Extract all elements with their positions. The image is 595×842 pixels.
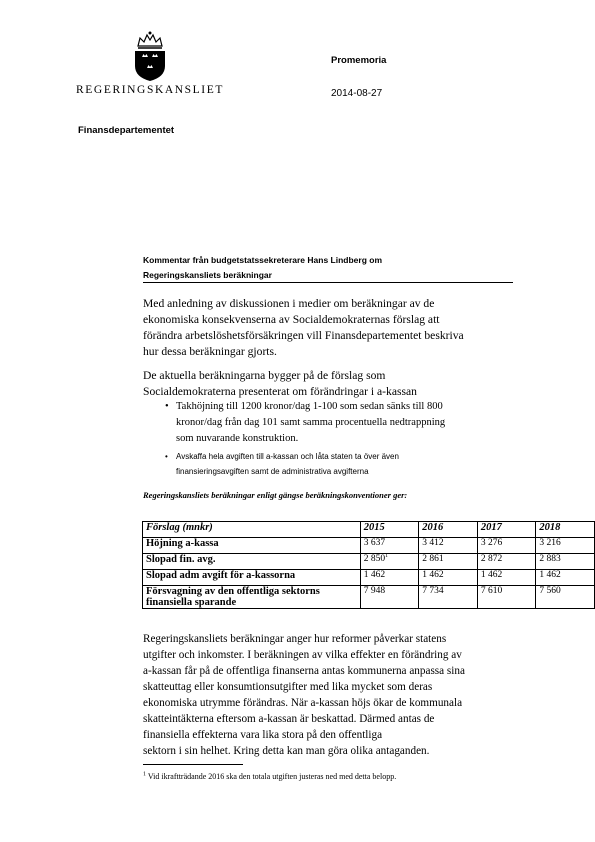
table-row (143, 586, 595, 609)
calculation-table (142, 521, 595, 609)
table-header-cell: 2015 (360, 522, 419, 538)
footnote (143, 772, 396, 781)
table-row (143, 570, 595, 586)
table-header-cell: 2017 (477, 522, 536, 538)
text-line: a-kassan får på de offentliga finanserna antas kommunerna anpassa sina (143, 665, 465, 677)
text-line: utgifter och inkomster. I beräkningen av vilka effekter en förändring av (143, 649, 462, 661)
text-line: hur dessa beräkningar gjorts. (143, 345, 277, 358)
table-cell: 7 560 (536, 586, 595, 609)
text-line: De aktuella beräkningarna bygger på de förslag som (143, 369, 386, 382)
table-cell: 2 883 (536, 554, 595, 570)
table-header-cell: Förslag (mnkr) (143, 522, 361, 538)
bullet-item (143, 399, 523, 447)
row-label: Höjning a-kassa (143, 538, 361, 554)
table-cell: 1 462 (419, 570, 478, 586)
table-cell: 3 216 (536, 538, 595, 554)
row-label: Slopad fin. avg. (143, 554, 361, 570)
logo-wordmark: REGERINGSKANSLIET (76, 84, 224, 96)
footnote-text: Vid ikraftträdande 2016 ska den totala utgiften justeras ned med detta belopp. (147, 772, 397, 781)
explanation-paragraph (143, 631, 523, 759)
text-line: ekonomiska utrymme förändras. När a-kassan höjs ökar de kommunala (143, 697, 463, 709)
table-header-cell: 2016 (419, 522, 478, 538)
footnote-divider (143, 764, 243, 765)
table-cell: 1 462 (477, 570, 536, 586)
text-line: kronor/dag från dag 101 samt samma procentuella nedtrappning (176, 417, 446, 428)
text-line: Regeringskansliets beräkningar anger hur reformer påverkar statens (143, 633, 447, 645)
row-label (143, 586, 361, 609)
text-line: som nuvarande konstruktion. (176, 433, 299, 444)
table-header-cell: 2018 (536, 522, 595, 538)
table-cell: 3 276 (477, 538, 536, 554)
crown-shield-emblem-icon (127, 30, 173, 82)
heading-line: Kommentar från budgetstatssekreterare Hans Lindberg om (143, 255, 383, 265)
text-line: Avskaffa hela avgiften till a-kassan och låta staten ta över även (176, 452, 399, 461)
bullet-item (143, 449, 523, 479)
table-cell: 3 637 (360, 538, 419, 554)
footnote-mark: 1 (143, 771, 146, 778)
footnote-reference: 1 (385, 552, 389, 559)
table-cell: 7 948 (360, 586, 419, 609)
memo-type: Promemoria (331, 55, 387, 66)
row-label-line: finansiella sparande (146, 597, 237, 608)
table-cell: 7 734 (419, 586, 478, 609)
text-line: finansiella effekterna vara lika stora på den offentliga (143, 729, 383, 741)
department-name: Finansdepartementet (78, 125, 175, 136)
table-row (143, 538, 595, 554)
heading-line: Regeringskansliets beräkningar (143, 270, 272, 280)
text-line: skatteintäkterna eftersom a-kassan är beskattad. Därmed antas de (143, 713, 435, 725)
table-caption: Regeringskansliets beräkningar enligt gängse beräkningskonventioner ger: (143, 490, 408, 500)
bullet-marker: • (165, 452, 168, 461)
heading-divider (143, 282, 513, 283)
text-line: finansieringsavgiften samt de administrativa avgifterna (176, 467, 369, 476)
document-heading (143, 253, 513, 283)
table-cell: 2 872 (477, 554, 536, 570)
text-line: förändra arbetslöshetsförsäkringen vill Finansdepartementet beskriva (143, 329, 464, 342)
table-header-row (143, 522, 595, 538)
text-line: sektorn i sin helhet. Kring detta kan man göra olika antaganden. (143, 745, 430, 757)
table-cell: 1 462 (360, 570, 419, 586)
table-cell: 7 610 (477, 586, 536, 609)
text-line: Socialdemokraterna presenterat om förändringar i a-kassan (143, 385, 417, 398)
row-label: Slopad adm avgift för a-kassorna (143, 570, 361, 586)
table-cell: 2 861 (419, 554, 478, 570)
intro-paragraph (143, 296, 513, 360)
table-cell: 3 412 (419, 538, 478, 554)
text-line: skatteuttag eller konsumtionsutgifter med lika mycket som deras (143, 681, 433, 693)
cell-value: 2 850 (363, 554, 386, 564)
row-label-line: Försvagning av den offentliga sektorns (146, 586, 320, 597)
text-line: Takhöjning till 1200 kronor/dag 1-100 som sedan sänks till 800 (176, 401, 443, 412)
logo (75, 30, 225, 100)
text-line: Med anledning av diskussionen i medier om beräkningar av de (143, 297, 435, 310)
bullet-marker: • (165, 401, 169, 412)
table-cell (360, 554, 419, 570)
table-cell: 1 462 (536, 570, 595, 586)
proposal-paragraph (143, 368, 513, 400)
table-row (143, 554, 595, 570)
proposal-bullet-list (143, 399, 523, 479)
memo-date: 2014-08-27 (331, 88, 383, 99)
text-line: ekonomiska konsekvenserna av Socialdemokraternas förslag att (143, 313, 440, 326)
